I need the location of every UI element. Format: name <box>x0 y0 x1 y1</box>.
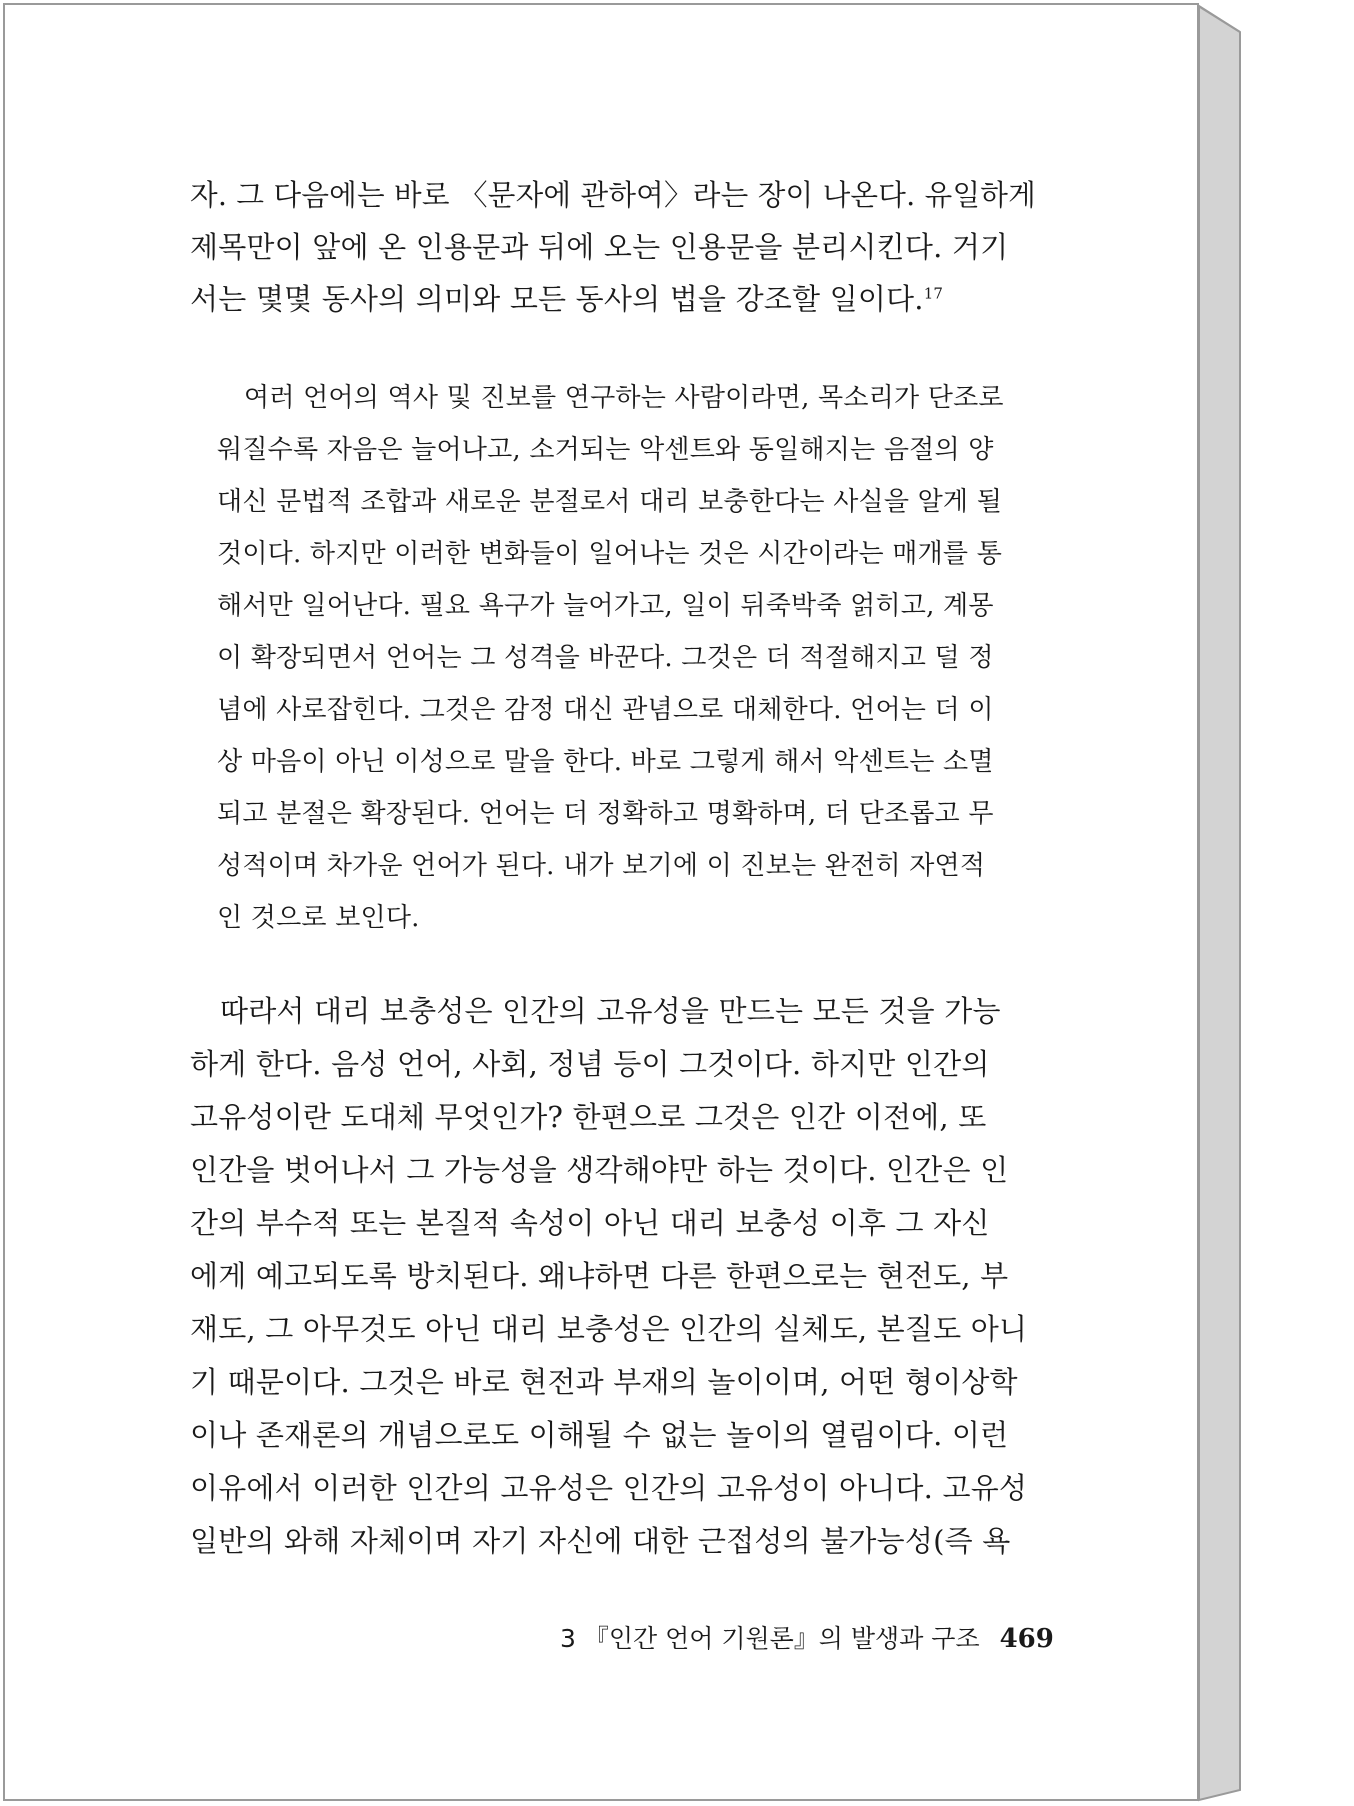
book-thickness-edge <box>1196 0 1346 1806</box>
footnote-reference: 17 <box>923 284 944 303</box>
text-line-content: 서는 몇몇 동사의 의미와 모든 동사의 법을 강조할 일이다. <box>190 282 924 316</box>
running-footer <box>560 1619 1054 1655</box>
page-number: 469 <box>999 1624 1054 1654</box>
running-title: 3 『인간 언어 기원론』의 발생과 구조 <box>560 1624 980 1653</box>
book-page-scan: 자. 그 다음에는 바로 〈문자에 관하여〉라는 장이 나온다. 유일하게 제목만이 앞에 온 인용문과 뒤에 오는 인용문을 분리시킨다. 거기 서는 몇몇 동사의 의미와 모든 동사의 법을 강조할 일이다.$^{17}$ 여러 언어의 역사 및 진보를 연구하는 사람이라면, 목소리가 단조로 워질수록 자음은 늘어나고, 소거되는 악센트와 동일해지는 음절의 양 대신 문법적 조합과 새로운 분절로서 대리 보충한다는 사실을 알게 될 것이다. 하지만 이러한 변화들이 일어나는 것은 시간이라는 매개를 통 해서만 일어난다. 필요 욕구가 늘어가고, 일이 뒤죽박죽 얽히고, 계몽 이 확장되면서 언어는 그 성격을 바꾼다. 그것은 더 적절해지고 덜 정 념에 사로잡힌다. 그것은 감정 대신 관념으로 대체한다. 언어는 더 이 상 마음이 아닌 이성으로 말을 한다. 바로 그렇게 해서 악센트는 소멸 되고 분절은 확장된다. 언어는 더 정확하고 명확하며, 더 단조롭고 무 성적이며 차가운 언어가 된다. 내가 보기에 이 진보는 완전히 자연적 인 것으로 보인다. 따라서 대리 보충성은 인간의 고유성을 만드는 모든 것을 가능 하게 한다. 음성 언어, 사회, 정념 등이 그것이다. 하지만 인간의 고유성이란 도대체 무엇인가? 한편으로 그것은 인간 이전에, 또 인간을 벗어나서 그 가능성을 생각해야만 하는 것이다. 인간은 인 간의 부수적 또는 본질적 속성이 아닌 대리 보충성 이후 그 자신 에게 예고되도록 방치된다. 왜냐하면 다른 한편으로는 현전도, 부 재도, 그 아무것도 아닌 대리 보충성은 인간의 실체도, 본질도 아니 기 때문이다. 그것은 바로 현전과 부재의 놀이이며, 어떤 형이상학 이나 존재론의 개념으로도 이해될 수 없는 놀이의 열림이다. 이런 이유에서 이러한 인간의 고유성은 인간의 고유성이 아니다. 고유성 일반의 와해 자체이며 자기 자신에 대한 근접성의 불가능성(즉 욕 3 『인간 언어 기원론』의 발생과 구조 469 <box>0 0 1354 1806</box>
